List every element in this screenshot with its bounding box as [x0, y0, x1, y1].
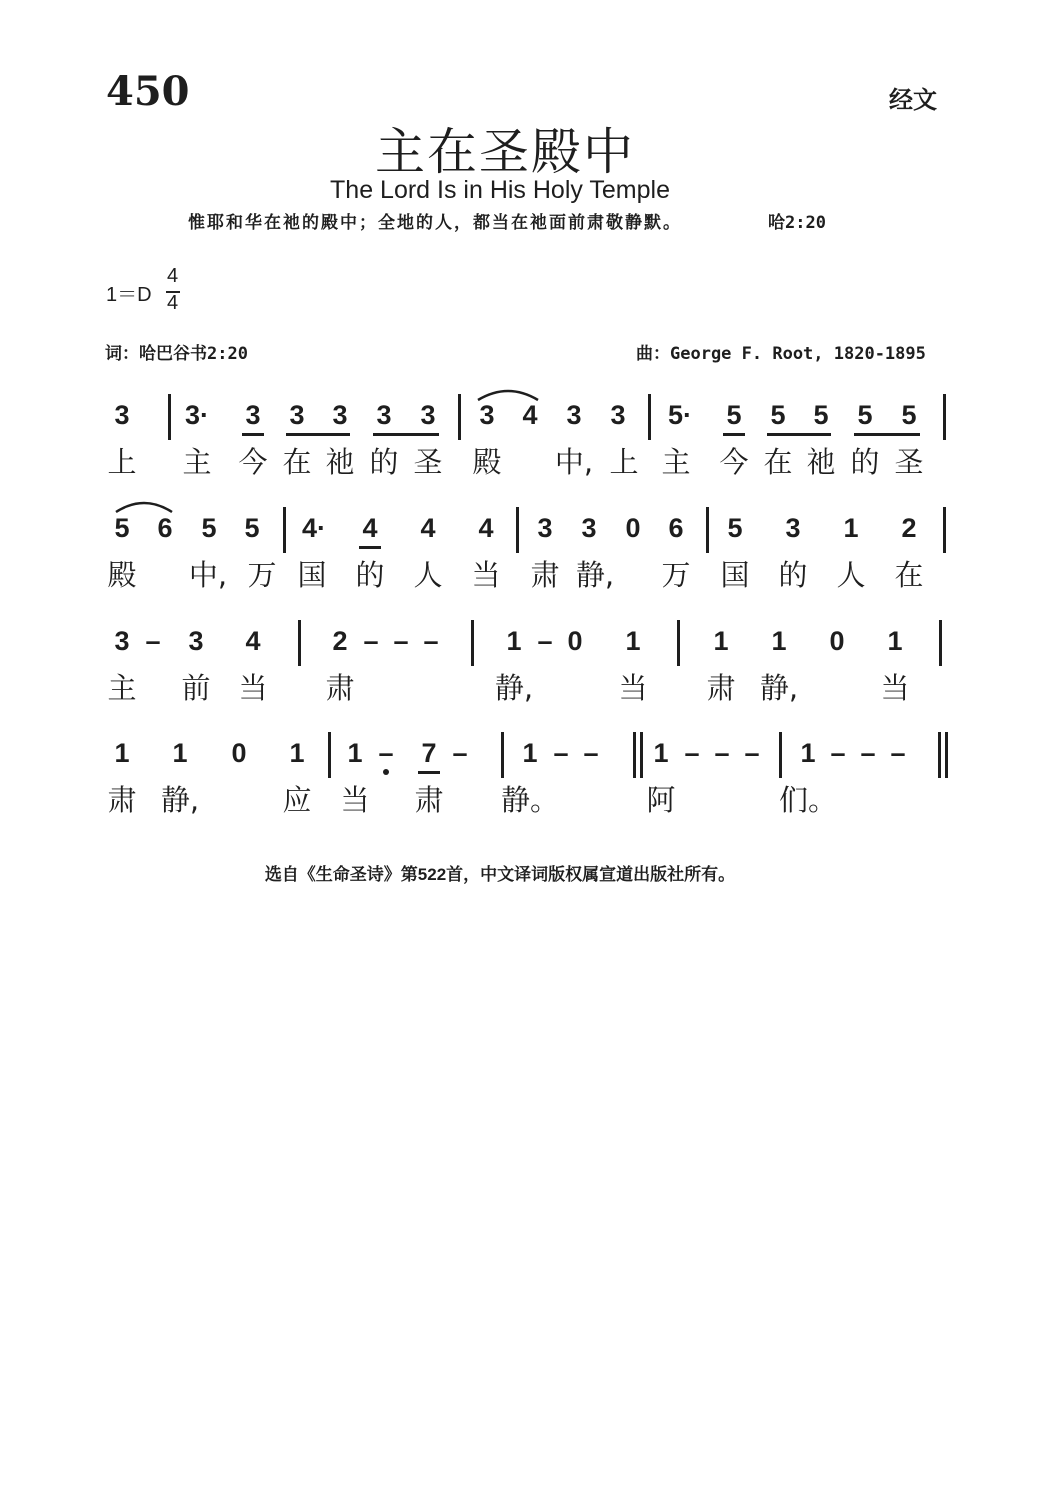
double-bar-line [945, 732, 948, 778]
score-note: 0 [829, 626, 845, 656]
bar-line [677, 620, 680, 666]
bar-line [516, 507, 519, 553]
score-lyric: 万 [247, 558, 277, 592]
score-note: 5 [901, 400, 917, 430]
score-note: 3 [376, 400, 392, 430]
time-signature-bottom: 4 [167, 292, 179, 314]
score-note: 5 [726, 400, 742, 430]
score-lyric: 应 [282, 783, 312, 817]
score-note: 0 [625, 513, 641, 543]
score-lyric: 在 [282, 445, 312, 479]
score-lyric: 今 [238, 445, 268, 479]
score-lyric: 主 [661, 445, 691, 479]
score-note: – [537, 626, 553, 656]
key-signature: 1＝D [106, 284, 152, 306]
bar-line [471, 620, 474, 666]
composer-credit: 曲：George F. Root, 1820-1895 [636, 344, 926, 364]
score-note: 4 [478, 513, 494, 543]
score-note: 4 [522, 400, 538, 430]
bar-line [939, 620, 942, 666]
double-bar-line [938, 732, 941, 778]
beam-underline [723, 433, 745, 436]
score-note: 1 [625, 626, 641, 656]
score-note: – [583, 738, 599, 768]
double-bar-line [633, 732, 636, 778]
bar-line [943, 394, 946, 440]
score-note: 2 [901, 513, 917, 543]
slur-mark [476, 386, 540, 402]
bar-line [168, 394, 171, 440]
score-note: 3 [114, 626, 130, 656]
beam-underline [418, 771, 440, 774]
score-lyric: 静, [759, 671, 799, 705]
score-note: 4· [301, 513, 327, 543]
score-lyric: 的 [355, 558, 385, 592]
score-lyric: 肃 [107, 783, 137, 817]
bar-line [943, 507, 946, 553]
score-lyric: 的 [369, 445, 399, 479]
score-note: – [363, 626, 379, 656]
score-note: – [714, 738, 730, 768]
score-lyric: 上 [609, 445, 639, 479]
score-note: – [393, 626, 409, 656]
score-note: 5 [114, 513, 130, 543]
bar-line [779, 732, 782, 778]
score-note: 1 [114, 738, 130, 768]
score-note: – [145, 626, 161, 656]
double-bar-line [640, 732, 643, 778]
beam-underline [767, 433, 831, 436]
time-signature-top: 4 [167, 265, 179, 287]
score-note: 3 [245, 400, 261, 430]
score-lyric: 上 [107, 445, 137, 479]
scripture-verse: 惟耶和华在祂的殿中；全地的人，都当在祂面前肃敬静默。 [188, 213, 682, 232]
score-note: 4 [245, 626, 261, 656]
score-note: 3 [188, 626, 204, 656]
score-note: 6 [157, 513, 173, 543]
score-lyric: 在 [894, 558, 924, 592]
score-lyric: 当 [340, 783, 370, 817]
score-note: 7 [421, 738, 437, 768]
score-note: 1 [347, 738, 363, 768]
score-note: 3 [289, 400, 305, 430]
score-note: 5 [244, 513, 260, 543]
score-note: 4 [362, 513, 378, 543]
category-label: 经文 [889, 85, 937, 114]
bar-line [458, 394, 461, 440]
score-lyric: 当 [238, 671, 268, 705]
bar-line [648, 394, 651, 440]
score-lyric: 的 [850, 445, 880, 479]
octave-dot [383, 769, 389, 775]
score-note: 0 [567, 626, 583, 656]
score-note: 1 [653, 738, 669, 768]
score-lyric: 殿 [472, 445, 502, 479]
score-note: 3 [420, 400, 436, 430]
score-note: 1 [172, 738, 188, 768]
score-note: 3 [785, 513, 801, 543]
score-note: 1 [800, 738, 816, 768]
score-lyric: 肃 [530, 558, 560, 592]
score-lyric: 今 [719, 445, 749, 479]
score-note: 5 [813, 400, 829, 430]
score-note: 3 [581, 513, 597, 543]
score-lyric: 主 [182, 445, 212, 479]
score-note: – [378, 738, 394, 768]
beam-underline [854, 433, 920, 436]
score-note: 3 [610, 400, 626, 430]
score-note: 0 [231, 738, 247, 768]
score-note: 5 [727, 513, 743, 543]
score-note: – [860, 738, 876, 768]
score-note: 3 [114, 400, 130, 430]
score-lyric: 圣 [413, 445, 443, 479]
score-lyric: 祂 [806, 445, 836, 479]
score-lyric: 的 [778, 558, 808, 592]
score-note: 5 [857, 400, 873, 430]
score-note: 1 [771, 626, 787, 656]
score-lyric: 当 [471, 558, 501, 592]
score-lyric: 前 [181, 671, 211, 705]
score-lyric: 人 [413, 558, 443, 592]
score-lyric: 殿 [107, 558, 137, 592]
copyright-footnote: 选自《生命圣诗》第522首，中文译词版权属宣道出版社所有。 [264, 865, 736, 884]
score-note: – [684, 738, 700, 768]
score-lyric: 当 [880, 671, 910, 705]
score-lyric: 肃 [706, 671, 736, 705]
score-lyric: 主 [107, 671, 137, 705]
bar-line [283, 507, 286, 553]
score-lyric: 当 [618, 671, 648, 705]
score-lyric: 们。 [778, 783, 838, 817]
beam-underline [286, 433, 350, 436]
score-note: 1 [289, 738, 305, 768]
score-note: 5 [201, 513, 217, 543]
score-lyric: 万 [661, 558, 691, 592]
score-note: 1 [887, 626, 903, 656]
score-note: – [553, 738, 569, 768]
score-lyric: 静, [575, 558, 615, 592]
title-chinese: 主在圣殿中 [375, 124, 635, 180]
scripture-reference: 哈2:20 [768, 213, 826, 233]
slur-mark [114, 498, 174, 514]
score-note: 3 [332, 400, 348, 430]
beam-underline [242, 433, 264, 436]
score-lyric: 国 [297, 558, 327, 592]
score-note: – [830, 738, 846, 768]
beam-underline [373, 433, 439, 436]
score-note: 3 [566, 400, 582, 430]
hymn-number: 450 [106, 68, 190, 115]
score-note: 3 [537, 513, 553, 543]
score-note: 2 [332, 626, 348, 656]
score-note: – [890, 738, 906, 768]
score-lyric: 人 [836, 558, 866, 592]
bar-line [298, 620, 301, 666]
score-note: – [452, 738, 468, 768]
bar-line [706, 507, 709, 553]
score-lyric: 中, [554, 445, 594, 479]
score-lyric: 静。 [500, 783, 560, 817]
score-note: 5 [770, 400, 786, 430]
score-note: – [744, 738, 760, 768]
bar-line [501, 732, 504, 778]
score-lyric: 静, [494, 671, 534, 705]
score-note: 3 [479, 400, 495, 430]
score-note: 6 [668, 513, 684, 543]
title-english: The Lord Is in His Holy Temple [330, 176, 670, 204]
score-lyric: 圣 [894, 445, 924, 479]
beam-underline [359, 546, 381, 549]
score-lyric: 国 [720, 558, 750, 592]
score-lyric: 肃 [414, 783, 444, 817]
score-lyric: 肃 [325, 671, 355, 705]
score-note: 1 [843, 513, 859, 543]
score-note: – [423, 626, 439, 656]
score-lyric: 阿 [646, 783, 676, 817]
score-note: 4 [420, 513, 436, 543]
lyricist-credit: 词：哈巴谷书2:20 [105, 344, 248, 364]
score-note: 3· [184, 400, 210, 430]
score-lyric: 中, [188, 558, 228, 592]
score-note: 1 [506, 626, 522, 656]
bar-line [328, 732, 331, 778]
score-lyric: 祂 [325, 445, 355, 479]
score-note: 1 [713, 626, 729, 656]
score-lyric: 在 [763, 445, 793, 479]
score-lyric: 静, [160, 783, 200, 817]
score-note: 1 [522, 738, 538, 768]
score-note: 5· [667, 400, 693, 430]
